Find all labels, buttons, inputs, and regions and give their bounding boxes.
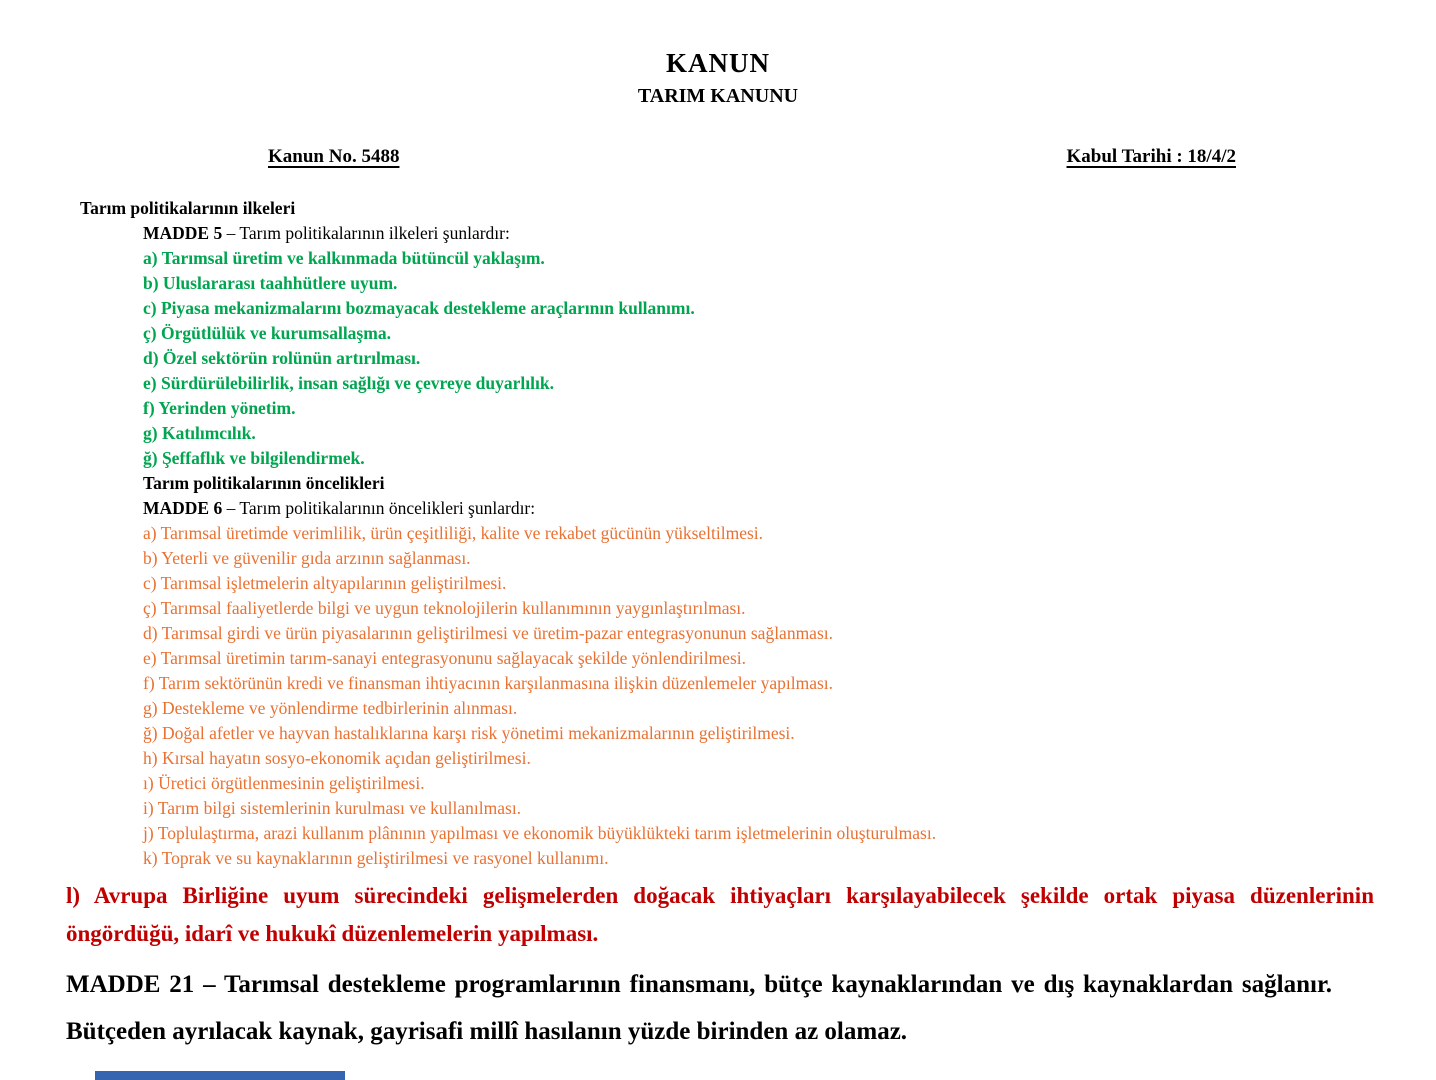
principle-item: ğ) Şeffaflık ve bilgilendirmek. — [143, 448, 365, 468]
madde5-line — [0, 221, 1436, 246]
principle-item: f) Yerinden yönetim. — [143, 398, 296, 418]
madde6-line — [0, 496, 1436, 521]
madde6-label: MADDE 6 — [143, 498, 223, 518]
madde21-label: MADDE 21 — [66, 971, 195, 998]
priority-item: a) Tarımsal üretimde verimlilik, ürün çeşitliliği, kalite ve rekabet gücünün yükseltilmesi. — [143, 523, 764, 543]
priority-item: d) Tarımsal girdi ve ürün piyasalarının geliştirilmesi ve üretim-pazar entegrasyonunun sağlanması. — [143, 623, 833, 643]
principle-item: d) Özel sektörün rolünün artırılması. — [143, 348, 421, 368]
priority-item-l: l) Avrupa Birliğine uyum sürecindeki gelişmelerden doğacak ihtiyaçları karşılayabilecek şekilde ortak piyasa düzenlerinin öngördüğü, idarî ve hukukî düzenlemelerin yapılması. — [66, 883, 1374, 946]
madde5-label: MADDE 5 — [143, 223, 223, 243]
principle-item: a) Tarımsal üretim ve kalkınmada bütüncül yaklaşım. — [143, 248, 545, 268]
document-subtitle: TARIM KANUNU — [637, 85, 799, 107]
madde21-text: – Tarımsal destekleme programlarının finansmanı, bütçe kaynaklarından ve dış kaynaklardan sağlanır. Bütçeden ayrılacak kaynak, gayrisafi millî hasılanın yüzde birinden az olamaz. — [66, 971, 1332, 1045]
document-title: KANUN — [666, 48, 770, 78]
priority-item: f) Tarım sektörünün kredi ve finansman ihtiyacının karşılanmasına ilişkin düzenlemeler yapılması. — [143, 673, 834, 693]
principle-item: g) Katılımcılık. — [143, 423, 256, 443]
section-heading-principles: Tarım politikalarının ilkeleri — [80, 198, 296, 218]
priority-item: b) Yeterli ve güvenilir gıda arzının sağlanması. — [143, 548, 471, 568]
priority-item: e) Tarımsal üretimin tarım-sanayi entegrasyonunu sağlayacak şekilde yönlendirilmesi. — [143, 648, 746, 668]
priority-item: j) Toplulaştırma, arazi kullanım plânının yapılması ve ekonomik büyüklükteki tarım işletmelerinin oluşturulması. — [143, 823, 937, 843]
law-number: Kanun No. 5488 — [268, 146, 400, 167]
law-body — [0, 196, 1436, 871]
priority-item: i) Tarım bilgi sistemlerinin kurulması ve kullanılması. — [143, 798, 522, 818]
acceptance-date: Kabul Tarihi : 18/4/2 — [1066, 146, 1236, 167]
principle-item: e) Sürdürülebilirlik, insan sağlığı ve çevreye duyarlılık. — [143, 373, 554, 393]
priority-item: ğ) Doğal afetler ve hayvan hastalıklarına karşı risk yönetimi mekanizmalarının geliştirilmesi. — [143, 723, 795, 743]
madde5-intro: – Tarım politikalarının ilkeleri şunlardır: — [222, 223, 510, 243]
section-heading-priorities: Tarım politikalarının öncelikleri — [143, 473, 385, 493]
principle-item: b) Uluslararası taahhütlere uyum. — [143, 273, 398, 293]
priority-item: ç) Tarımsal faaliyetlerde bilgi ve uygun teknolojilerin kullanımının yaygınlaştırılması. — [143, 598, 746, 618]
law-meta-row — [0, 146, 1436, 168]
bottom-blue-bar — [95, 1071, 345, 1080]
priority-item: g) Destekleme ve yönlendirme tedbirlerinin alınması. — [143, 698, 518, 718]
title-block — [0, 0, 1436, 108]
principle-item: ç) Örgütlülük ve kurumsallaşma. — [143, 323, 391, 343]
priority-item: c) Tarımsal işletmelerin altyapılarının geliştirilmesi. — [143, 573, 507, 593]
priority-item: k) Toprak ve su kaynaklarının geliştirilmesi ve rasyonel kullanımı. — [143, 848, 609, 868]
priority-item: h) Kırsal hayatın sosyo-ekonomik açıdan geliştirilmesi. — [143, 748, 531, 768]
madde21-paragraph — [0, 961, 1436, 1055]
madde6-intro: – Tarım politikalarının öncelikleri şunlardır: — [222, 498, 536, 518]
principle-item: c) Piyasa mekanizmalarını bozmayacak destekleme araçlarının kullanımı. — [143, 298, 695, 318]
priority-item: ı) Üretici örgütlenmesinin geliştirilmesi. — [143, 773, 425, 793]
